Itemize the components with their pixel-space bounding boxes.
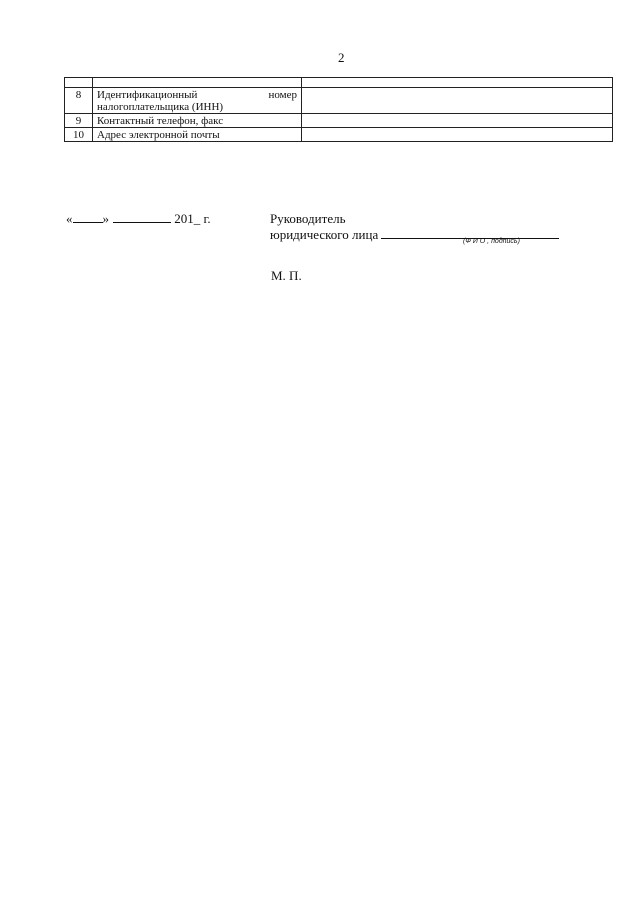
table-row-email (65, 128, 613, 142)
close-quote: » (102, 211, 109, 226)
row-number: 8 (65, 88, 93, 114)
row-label: Контактный телефон, факс (93, 114, 302, 128)
header-cell-num (65, 78, 93, 88)
open-quote: « (66, 211, 73, 226)
page-number: 2 (338, 50, 345, 65)
row-value-field[interactable] (302, 114, 613, 128)
table-header-row (65, 78, 613, 88)
row-label: Адрес электронной почты (93, 128, 302, 142)
header-cell-name (93, 78, 302, 88)
table-row-phone (65, 114, 613, 128)
row-label-part: номер (268, 89, 297, 101)
date-line (66, 211, 211, 227)
header-cell-value (302, 78, 613, 88)
signatory-title-line2: юридического лица (270, 227, 379, 242)
row-value-field[interactable] (302, 128, 613, 142)
row-label-part: Идентификационный (97, 89, 198, 101)
signature-caption: (Ф И О , подпись) (463, 238, 520, 245)
year-text: 201_ г. (174, 211, 211, 226)
info-table (64, 77, 613, 142)
month-blank[interactable] (113, 211, 171, 223)
row-value-field[interactable] (302, 88, 613, 114)
stamp-label: М. П. (271, 268, 302, 283)
row-number: 9 (65, 114, 93, 128)
signatory-title-line1: Руководитель (270, 211, 346, 226)
row-label (93, 88, 302, 114)
table-row-inn (65, 88, 613, 114)
row-number: 10 (65, 128, 93, 142)
day-blank[interactable] (73, 211, 103, 223)
row-label-part: налогоплательщика (ИНН) (97, 101, 224, 113)
